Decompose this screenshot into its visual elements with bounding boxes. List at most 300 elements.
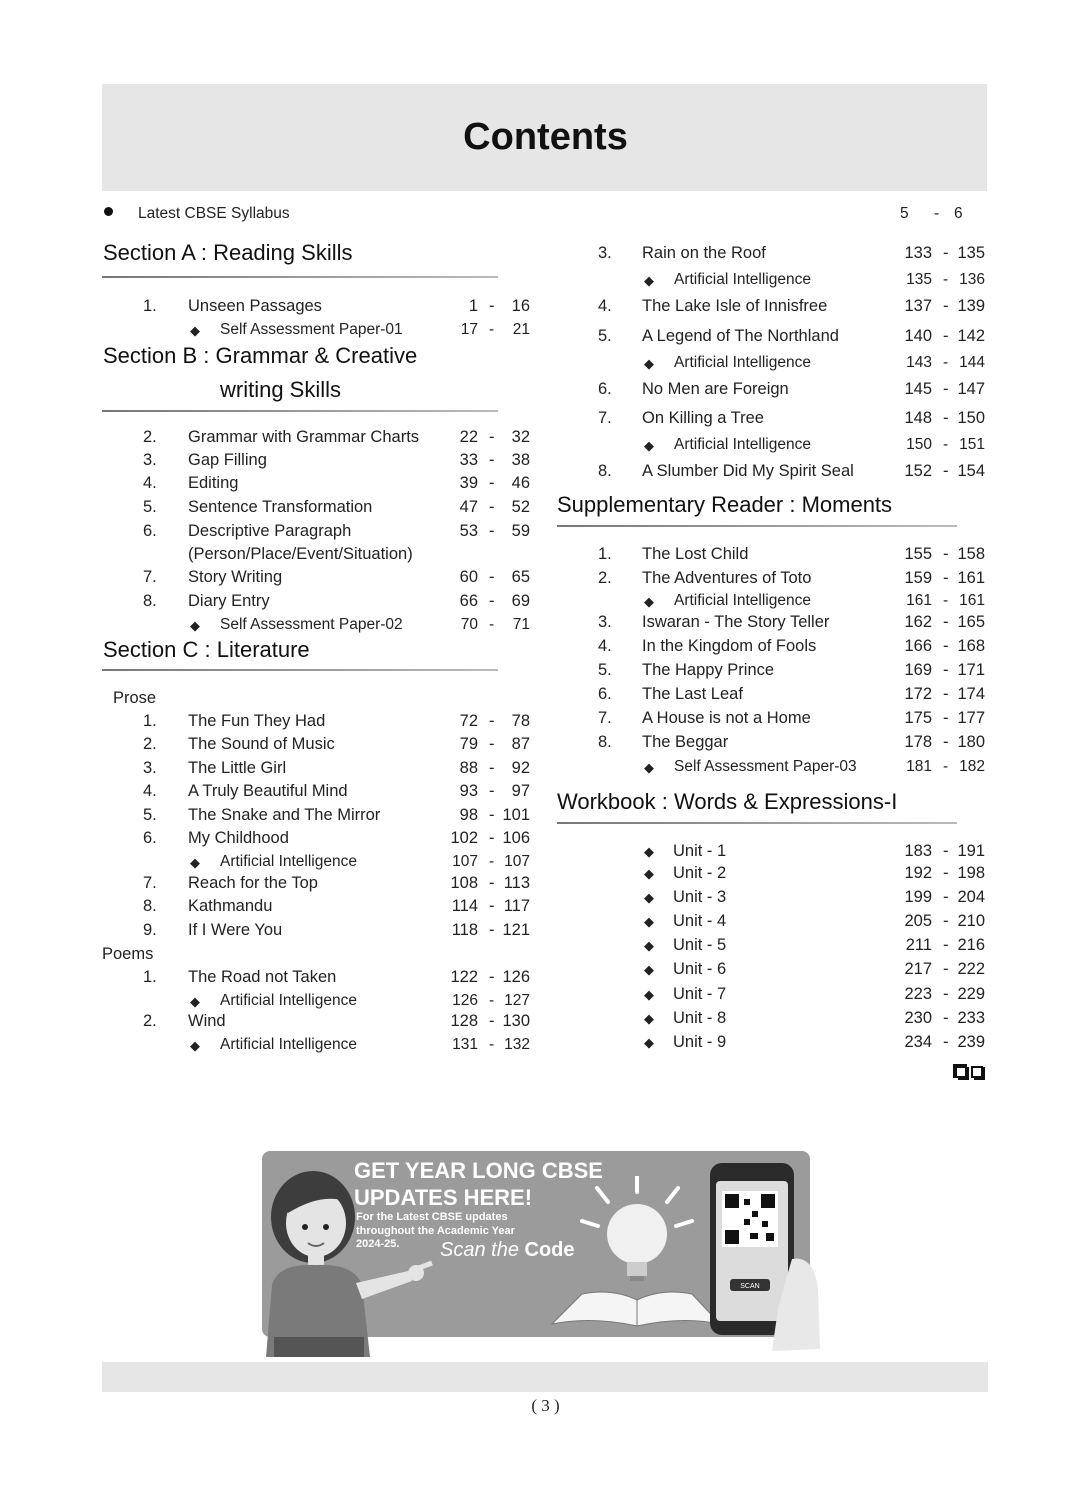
toc-page-end: 92 xyxy=(511,759,530,777)
toc-page-start: 107 xyxy=(452,853,478,870)
toc-row[interactable] xyxy=(0,498,1091,518)
toc-row-title: Unit - 3 xyxy=(673,888,727,906)
toc-page-end: 21 xyxy=(512,321,530,338)
toc-page-end: 165 xyxy=(957,613,985,631)
toc-page-dash: - xyxy=(489,806,495,824)
toc-row[interactable] xyxy=(0,297,1091,317)
toc-page-start: 108 xyxy=(450,874,478,892)
toc-page-dash: - xyxy=(489,897,495,915)
toc-row-title: Unit - 4 xyxy=(673,912,727,930)
toc-row-title: Sentence Transformation xyxy=(188,498,373,516)
toc-row-title: Iswaran - The Story Teller xyxy=(642,613,830,631)
toc-page-end: 136 xyxy=(959,271,985,288)
toc-page-start: 98 xyxy=(459,806,478,824)
banner-heading-line2: UPDATES HERE! xyxy=(354,1185,533,1210)
toc-page-start: 93 xyxy=(459,782,478,800)
toc-row[interactable] xyxy=(0,864,1091,884)
toc-row-title: Artificial Intelligence xyxy=(220,1036,357,1053)
toc-page-dash: - xyxy=(489,428,495,446)
page-number: ( 3 ) xyxy=(531,1396,560,1415)
toc-row-title: Artificial Intelligence xyxy=(220,853,357,870)
toc-page-dash: - xyxy=(489,616,495,633)
toc-page-dash: - xyxy=(489,1036,495,1053)
toc-page-start: 178 xyxy=(904,733,932,751)
toc-row-title: Story Writing xyxy=(188,568,283,586)
toc-row[interactable] xyxy=(0,436,1091,456)
toc-row-number: 6. xyxy=(598,380,612,398)
toc-page-end: 127 xyxy=(504,992,530,1009)
banner-heading-line1: GET YEAR LONG CBSE xyxy=(354,1158,603,1183)
workbook-heading: Workbook : Words & Expressions-I xyxy=(557,789,898,814)
toc-row-number: 1. xyxy=(143,968,157,986)
toc-row[interactable] xyxy=(0,758,1091,778)
scan-prefix: Scan the xyxy=(440,1239,519,1261)
toc-row-title: Self Assessment Paper-01 xyxy=(220,321,403,338)
toc-row-title: A Legend of The Northland xyxy=(642,327,839,345)
toc-page-start: 131 xyxy=(452,1036,478,1053)
toc-page-dash: - xyxy=(489,759,495,777)
toc-row-title: The Sound of Music xyxy=(188,735,335,753)
toc-row-number: 7. xyxy=(143,874,157,892)
toc-page-dash: - xyxy=(943,960,949,978)
toc-row-title: Grammar with Grammar Charts xyxy=(188,428,420,446)
toc-row-title: My Childhood xyxy=(188,829,289,847)
toc-row-title: Artificial Intelligence xyxy=(674,436,811,453)
section-b-heading: Section B : Grammar & Creative xyxy=(103,343,418,368)
toc-page-start: 122 xyxy=(450,968,478,986)
toc-page-dash: - xyxy=(943,1009,949,1027)
toc-page-dash: - xyxy=(943,888,949,906)
toc-row-number: 5. xyxy=(143,806,157,824)
diamond-bullet-icon: ◆ xyxy=(644,1011,654,1026)
bullet-icon xyxy=(104,207,113,216)
toc-page-end: 97 xyxy=(511,782,530,800)
toc-page-start: 162 xyxy=(904,613,932,631)
toc-page-end: 113 xyxy=(503,874,530,892)
toc-row[interactable] xyxy=(0,409,1091,429)
toc-row-number: 5. xyxy=(598,661,612,679)
toc-page-end: 139 xyxy=(957,297,985,315)
toc-row-title: Artificial Intelligence xyxy=(674,271,811,288)
toc-row-number: 3. xyxy=(143,759,157,777)
toc-row-number: 4. xyxy=(598,297,612,315)
toc-row[interactable] xyxy=(0,709,1091,729)
toc-page-end: 142 xyxy=(957,327,985,345)
toc-page-dash: - xyxy=(489,297,495,315)
toc-page-start: 72 xyxy=(459,712,478,730)
diamond-bullet-icon: ◆ xyxy=(190,1038,200,1053)
diamond-bullet-icon: ◆ xyxy=(644,890,654,905)
section-b-heading-line2: writing Skills xyxy=(220,377,342,402)
toc-row-number: 3. xyxy=(598,244,612,262)
toc-row-title: The Adventures of Toto xyxy=(642,569,812,587)
toc-row[interactable] xyxy=(0,354,1091,374)
toc-page-end: 171 xyxy=(957,661,985,679)
toc-row-title: Diary Entry xyxy=(188,592,270,610)
toc-page-start: 128 xyxy=(450,1012,478,1030)
toc-page-start: 47 xyxy=(459,498,478,516)
toc-page-end: 65 xyxy=(511,568,530,586)
toc-row-number: 2. xyxy=(143,428,157,446)
toc-page-dash: - xyxy=(943,613,949,631)
toc-page-dash: - xyxy=(943,864,949,882)
toc-row-title: Self Assessment Paper-03 xyxy=(674,758,857,775)
toc-page-dash: - xyxy=(489,474,495,492)
toc-page-start: 161 xyxy=(906,592,932,609)
toc-page-end: 107 xyxy=(504,853,530,870)
toc-page-start: 79 xyxy=(459,735,478,753)
toc-page-dash: - xyxy=(943,985,949,1003)
toc-row[interactable] xyxy=(0,613,1091,633)
toc-row-title: Unit - 1 xyxy=(673,842,727,860)
toc-row-number: 6. xyxy=(143,829,157,847)
toc-row-title: Editing xyxy=(188,474,239,492)
toc-page-dash: - xyxy=(489,321,495,338)
toc-row-title: Unit - 8 xyxy=(673,1009,727,1027)
toc-row[interactable] xyxy=(0,380,1091,400)
toc-row-number: 1. xyxy=(143,297,157,315)
toc-page-dash: - xyxy=(489,592,495,610)
toc-row-number: 6. xyxy=(598,685,612,703)
toc-page-start: 181 xyxy=(906,758,932,775)
diamond-bullet-icon: ◆ xyxy=(190,323,200,338)
toc-row-number: 3. xyxy=(143,451,157,469)
toc-page-dash: - xyxy=(943,592,949,609)
toc-page-start: 205 xyxy=(904,912,932,930)
toc-row[interactable] xyxy=(0,936,1091,956)
poems-label: Poems xyxy=(102,945,154,963)
toc-page-start: 159 xyxy=(904,569,932,587)
toc-row-title: The Beggar xyxy=(642,733,729,751)
toc-row-title: Unit - 5 xyxy=(673,936,727,954)
toc-page-start: 175 xyxy=(904,709,932,727)
toc-page-start: 53 xyxy=(459,522,478,540)
toc-row-number: 7. xyxy=(598,709,612,727)
toc-page-dash: - xyxy=(943,733,949,751)
diamond-bullet-icon: ◆ xyxy=(644,356,654,371)
diamond-bullet-icon: ◆ xyxy=(644,844,654,859)
toc-page-end: 52 xyxy=(511,498,530,516)
toc-row-number: 2. xyxy=(143,735,157,753)
toc-page-end: 59 xyxy=(511,522,530,540)
toc-row-number: 4. xyxy=(143,474,157,492)
toc-row-number: 9. xyxy=(143,921,157,939)
toc-row-title: Unit - 9 xyxy=(673,1033,727,1051)
toc-page-end: 174 xyxy=(957,685,985,703)
toc-page-start: 148 xyxy=(904,409,932,427)
toc-page-dash: - xyxy=(943,244,949,262)
toc-row[interactable] xyxy=(0,685,1091,705)
toc-row-title: The Road not Taken xyxy=(188,968,337,986)
toc-page-start: 166 xyxy=(904,637,932,655)
toc-page-end: 216 xyxy=(957,936,985,954)
toc-row-number: 4. xyxy=(598,637,612,655)
toc-page-start: 70 xyxy=(460,616,478,633)
toc-page-start: 140 xyxy=(904,327,932,345)
toc-page-end: 150 xyxy=(957,409,985,427)
toc-page-start: 223 xyxy=(904,985,932,1003)
toc-page-start: 135 xyxy=(906,271,932,288)
page-title: Contents xyxy=(463,116,628,158)
toc-page-dash: - xyxy=(943,709,949,727)
section-c-heading: Section C : Literature xyxy=(103,637,310,662)
toc-row-title: Kathmandu xyxy=(188,897,273,915)
toc-row-title: Unit - 6 xyxy=(673,960,727,978)
toc-page-dash: - xyxy=(489,829,495,847)
toc-page-end: 161 xyxy=(957,569,985,587)
toc-row-number: 8. xyxy=(143,897,157,915)
toc-row-number: 8. xyxy=(598,733,612,751)
toc-page-dash: - xyxy=(489,522,495,540)
toc-row[interactable] xyxy=(0,271,1091,291)
toc-page-start: 118 xyxy=(451,921,478,939)
toc-row[interactable] xyxy=(0,1033,1091,1053)
toc-page-start: 1 xyxy=(468,297,478,315)
toc-row[interactable] xyxy=(0,912,1091,932)
toc-page-dash: - xyxy=(489,498,495,516)
toc-page-start: 199 xyxy=(904,888,932,906)
toc-row[interactable] xyxy=(0,782,1091,802)
toc-row-number: 7. xyxy=(143,568,157,586)
scan-code-word: Code xyxy=(524,1239,575,1261)
toc-page-dash: - xyxy=(943,569,949,587)
toc-page-start: 183 xyxy=(904,842,932,860)
toc-row[interactable] xyxy=(0,545,1091,565)
toc-row-title: The Lost Child xyxy=(642,545,749,563)
syllabus-page-end: 6 xyxy=(954,205,963,222)
toc-page-start: 60 xyxy=(459,568,478,586)
toc-row-title: The Fun They Had xyxy=(188,712,326,730)
toc-page-dash: - xyxy=(489,874,495,892)
diamond-bullet-icon: ◆ xyxy=(644,938,654,953)
toc-page-start: 66 xyxy=(459,592,478,610)
toc-page-end: 71 xyxy=(512,616,530,633)
toc-page-end: 239 xyxy=(957,1033,985,1051)
toc-row-title: The Little Girl xyxy=(188,759,287,777)
syllabus-page-start: 5 xyxy=(900,205,909,222)
toc-page-end: 191 xyxy=(957,842,985,860)
toc-page-start: 39 xyxy=(459,474,478,492)
toc-page-dash: - xyxy=(489,782,495,800)
diamond-bullet-icon: ◆ xyxy=(644,866,654,881)
toc-row[interactable] xyxy=(0,733,1091,753)
toc-row-number: 7. xyxy=(598,409,612,427)
toc-row-number: 4. xyxy=(143,782,157,800)
toc-row-number: 8. xyxy=(598,462,612,480)
toc-page-dash: - xyxy=(489,853,495,870)
toc-page-end: 87 xyxy=(511,735,530,753)
toc-page-end: 32 xyxy=(511,428,530,446)
toc-page-end: 101 xyxy=(502,806,530,824)
toc-row[interactable] xyxy=(0,637,1091,657)
toc-page-end: 210 xyxy=(957,912,985,930)
toc-page-start: 102 xyxy=(450,829,478,847)
toc-row-number: 1. xyxy=(143,712,157,730)
toc-page-dash: - xyxy=(943,354,949,371)
toc-row[interactable] xyxy=(0,462,1091,482)
toc-row-number: 2. xyxy=(598,569,612,587)
toc-page-dash: - xyxy=(489,992,495,1009)
toc-row-title: Unseen Passages xyxy=(188,297,322,315)
toc-page-dash: - xyxy=(489,712,495,730)
footer-band xyxy=(102,1362,988,1392)
toc-page-dash: - xyxy=(943,936,949,954)
toc-row-title: Artificial Intelligence xyxy=(674,354,811,371)
scan-button-label: SCAN xyxy=(740,1283,760,1290)
toc-page-end: 147 xyxy=(957,380,985,398)
toc-page-end: 46 xyxy=(511,474,530,492)
diamond-bullet-icon: ◆ xyxy=(644,273,654,288)
toc-row-number: 1. xyxy=(598,545,612,563)
toc-page-start: 150 xyxy=(906,436,932,453)
toc-page-end: 222 xyxy=(957,960,985,978)
toc-row-title: (Person/Place/Event/Situation) xyxy=(188,545,413,563)
diamond-bullet-icon: ◆ xyxy=(190,855,200,870)
toc-page-dash: - xyxy=(489,451,495,469)
toc-page-dash: - xyxy=(489,921,495,939)
toc-page-start: 145 xyxy=(904,380,932,398)
end-mark-icon xyxy=(953,1064,985,1080)
banner-sub-line1: For the Latest CBSE updates xyxy=(356,1211,508,1223)
toc-row-title: If I Were You xyxy=(188,921,283,939)
diamond-bullet-icon: ◆ xyxy=(644,987,654,1002)
toc-row[interactable] xyxy=(0,806,1091,826)
toc-row-title: Artificial Intelligence xyxy=(220,992,357,1009)
toc-row-title: Unit - 2 xyxy=(673,864,727,882)
toc-row[interactable] xyxy=(0,985,1091,1005)
toc-row-title: The Lake Isle of Innisfree xyxy=(642,297,828,315)
toc-row-title: A Truly Beautiful Mind xyxy=(188,782,348,800)
toc-page-end: 161 xyxy=(959,592,985,609)
toc-page-start: 152 xyxy=(904,462,932,480)
toc-row-title: On Killing a Tree xyxy=(642,409,764,427)
toc-page-dash: - xyxy=(943,380,949,398)
toc-row-title: Wind xyxy=(188,1012,226,1030)
diamond-bullet-icon: ◆ xyxy=(644,760,654,775)
toc-page-start: 17 xyxy=(460,321,478,338)
toc-row-number: 2. xyxy=(143,1012,157,1030)
cbse-updates-banner[interactable] xyxy=(262,1151,810,1337)
toc-page-end: 126 xyxy=(502,968,530,986)
syllabus-dash: - xyxy=(934,205,940,222)
toc-row-number: 3. xyxy=(598,613,612,631)
toc-row-title: The Last Leaf xyxy=(642,685,743,703)
toc-page-dash: - xyxy=(943,912,949,930)
toc-page-end: 132 xyxy=(504,1036,530,1053)
toc-page-start: 211 xyxy=(905,936,932,954)
toc-page-start: 22 xyxy=(459,428,478,446)
toc-page-dash: - xyxy=(943,637,949,655)
toc-page-end: 69 xyxy=(511,592,530,610)
toc-row-title: A Slumber Did My Spirit Seal xyxy=(642,462,854,480)
toc-page-end: 130 xyxy=(502,1012,530,1030)
toc-row[interactable] xyxy=(0,1009,1091,1029)
toc-row[interactable] xyxy=(0,522,1091,542)
toc-page-dash: - xyxy=(943,685,949,703)
toc-page-end: 151 xyxy=(959,436,985,453)
toc-page-dash: - xyxy=(943,1033,949,1051)
toc-row[interactable] xyxy=(0,244,1091,264)
toc-row-title: Rain on the Roof xyxy=(642,244,766,262)
toc-row-title: The Happy Prince xyxy=(642,661,775,679)
toc-page-dash: - xyxy=(943,545,949,563)
toc-page-start: 192 xyxy=(904,864,932,882)
toc-page-end: 198 xyxy=(957,864,985,882)
toc-page-dash: - xyxy=(943,661,949,679)
toc-page-start: 169 xyxy=(904,661,932,679)
toc-page-start: 133 xyxy=(904,244,932,262)
toc-page-dash: - xyxy=(489,735,495,753)
toc-page-end: 121 xyxy=(502,921,530,939)
toc-row-title: Self Assessment Paper-02 xyxy=(220,616,403,633)
toc-page-dash: - xyxy=(943,297,949,315)
toc-row[interactable] xyxy=(0,327,1091,347)
toc-page-end: 182 xyxy=(959,758,985,775)
toc-row-number: 6. xyxy=(143,522,157,540)
toc-page-end: 117 xyxy=(503,897,530,915)
toc-page-dash: - xyxy=(943,436,949,453)
toc-row-number: 5. xyxy=(598,327,612,345)
supplementary-heading: Supplementary Reader : Moments xyxy=(557,492,893,517)
toc-page-end: 106 xyxy=(502,829,530,847)
toc-page-dash: - xyxy=(943,409,949,427)
toc-page-start: 137 xyxy=(904,297,932,315)
toc-page-end: 38 xyxy=(511,451,530,469)
toc-page-end: 233 xyxy=(957,1009,985,1027)
section-a-heading: Section A : Reading Skills xyxy=(103,240,353,265)
toc-page-dash: - xyxy=(943,462,949,480)
diamond-bullet-icon: ◆ xyxy=(644,962,654,977)
toc-row-title: In the Kingdom of Fools xyxy=(642,637,817,655)
toc-row-number: 8. xyxy=(143,592,157,610)
toc-page-start: 88 xyxy=(459,759,478,777)
toc-row[interactable] xyxy=(0,888,1091,908)
diamond-bullet-icon: ◆ xyxy=(190,618,200,633)
toc-page-dash: - xyxy=(943,271,949,288)
toc-page-start: 217 xyxy=(904,960,932,978)
toc-row[interactable] xyxy=(0,569,1091,589)
toc-row-title: Descriptive Paragraph xyxy=(188,522,352,540)
toc-page-end: 135 xyxy=(957,244,985,262)
toc-page-start: 234 xyxy=(904,1033,932,1051)
toc-row-title: No Men are Foreign xyxy=(642,380,789,398)
toc-page-end: 78 xyxy=(511,712,530,730)
toc-page-end: 177 xyxy=(957,709,985,727)
toc-row[interactable] xyxy=(0,960,1091,980)
toc-page-start: 143 xyxy=(906,354,932,371)
diamond-bullet-icon: ◆ xyxy=(644,1035,654,1050)
toc-page-end: 229 xyxy=(957,985,985,1003)
toc-row-title: Reach for the Top xyxy=(188,874,318,892)
toc-page-start: 33 xyxy=(459,451,478,469)
toc-row-title: Artificial Intelligence xyxy=(674,592,811,609)
diamond-bullet-icon: ◆ xyxy=(644,438,654,453)
toc-page-start: 155 xyxy=(904,545,932,563)
toc-row[interactable] xyxy=(0,842,1091,862)
toc-row[interactable] xyxy=(0,592,1091,612)
toc-page-dash: - xyxy=(943,758,949,775)
toc-row-title: A House is not a Home xyxy=(642,709,811,727)
toc-page-end: 144 xyxy=(959,354,985,371)
prose-label: Prose xyxy=(113,689,157,707)
toc-page-end: 180 xyxy=(957,733,985,751)
toc-row[interactable] xyxy=(0,661,1091,681)
phone-qr-icon xyxy=(702,1159,832,1359)
banner-sub-line2: throughout the Academic Year xyxy=(356,1224,515,1237)
toc-page-end: 204 xyxy=(957,888,985,906)
toc-page-start: 230 xyxy=(904,1009,932,1027)
toc-row-number: 5. xyxy=(143,498,157,516)
